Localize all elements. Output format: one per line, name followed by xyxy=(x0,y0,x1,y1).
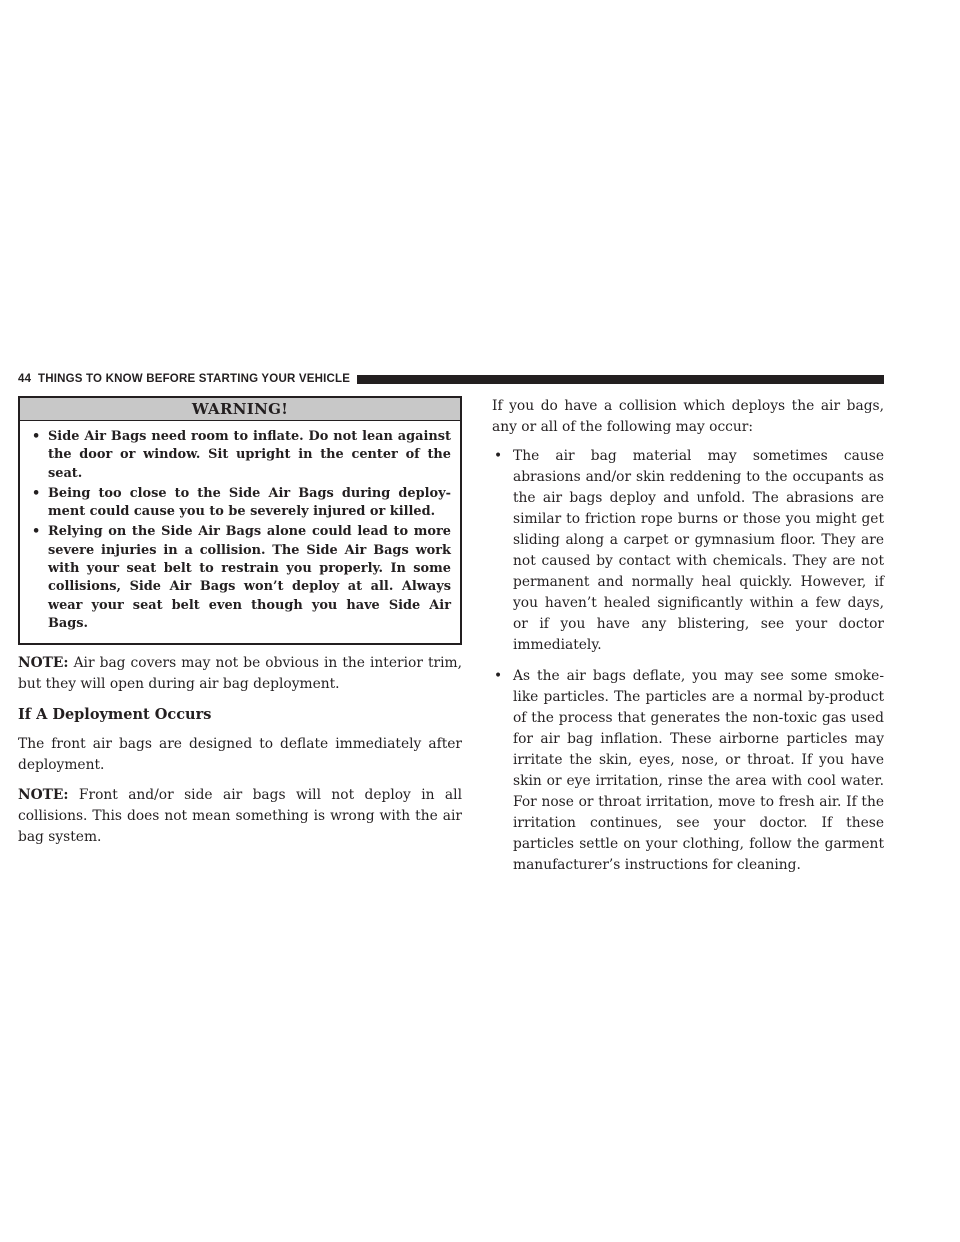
header-rule xyxy=(357,375,884,384)
warning-body xyxy=(20,421,460,643)
section-title: THINGS TO KNOW BEFORE STARTING YOUR VEHICLE xyxy=(38,373,351,385)
bullet-icon: • xyxy=(494,448,503,464)
page-header xyxy=(18,372,884,386)
note-deploy xyxy=(18,785,462,848)
warning-item-text: Being too close to the Side Air Bags during deploy- ment could cause you to be severely injured or killed. xyxy=(48,485,451,520)
note-label: NOTE: xyxy=(18,655,69,672)
warning-item xyxy=(32,485,451,522)
list-item xyxy=(494,446,884,656)
warning-box xyxy=(18,396,462,645)
collision-intro: If you do have a collision which deploys the air bags, any or all of the following may occur: xyxy=(492,398,884,435)
list-item xyxy=(494,666,884,876)
warning-item-text: Side Air Bags need room to inflate. Do not lean against the door or window. Sit upright in the center of the seat. xyxy=(48,429,451,481)
note-text: Front and/or side air bags will not deploy in all collisions. This does not mean something is wrong with the air bag system. xyxy=(18,787,462,846)
bullet-icon: • xyxy=(494,668,503,684)
deflate-paragraph: The front air bags are designed to deflate immediately after deployment. xyxy=(18,736,462,774)
warning-title: WARNING! xyxy=(20,398,460,421)
section-heading: If A Deployment Occurs xyxy=(18,706,212,724)
warning-item xyxy=(32,428,451,483)
note-text: Air bag covers may not be obvious in the interior trim, but they will open during air bag deployment. xyxy=(18,655,462,693)
page-number: 44 xyxy=(18,373,32,385)
list-item-text: The air bag material may sometimes cause abrasions and/or skin reddening to the occupants as the air bags deploy and unfold. The abrasions are similar to friction rope burns or those you might get sliding along a carpet or gymnasium floor. They are not caused by contact with chemicals. They are not permanent and normally heal quickly. However, if you haven’t healed significantly within a few days, or if you have any blistering, see your doctor immediately. xyxy=(513,448,884,653)
bullet-icon: • xyxy=(32,485,41,501)
bullet-icon: • xyxy=(32,429,41,444)
note-label: NOTE: xyxy=(18,787,69,804)
right-column xyxy=(492,396,884,876)
warning-item xyxy=(32,523,451,633)
warning-item-text: Relying on the Side Air Bags alone could lead to more severe injuries in a collision. The Side Air Bags work with your seat belt to restrain you properly. In some collisions, Side Air Bags won’t deploy at all. Always wear your seat belt even though you have Side Air Bags. xyxy=(48,524,451,631)
running-header xyxy=(18,373,350,385)
list-item-text: As the air bags deflate, you may see some smoke-like particles. The particles are a normal by-product of the process that generates the non-toxic gas used for air bag inflation. These airborne particles may irritate the skin, eyes, nose, or throat. If you have skin or eye irritation, rinse the area with cool water. For nose or throat irritation, move to fresh air. If the irritation continues, see your doctor. If these particles settle on your clothing, follow the garment manufacturer’s instructions for cleaning. xyxy=(513,668,884,873)
left-column xyxy=(18,396,462,848)
note-covers xyxy=(18,653,462,695)
bullet-icon: • xyxy=(32,524,41,540)
